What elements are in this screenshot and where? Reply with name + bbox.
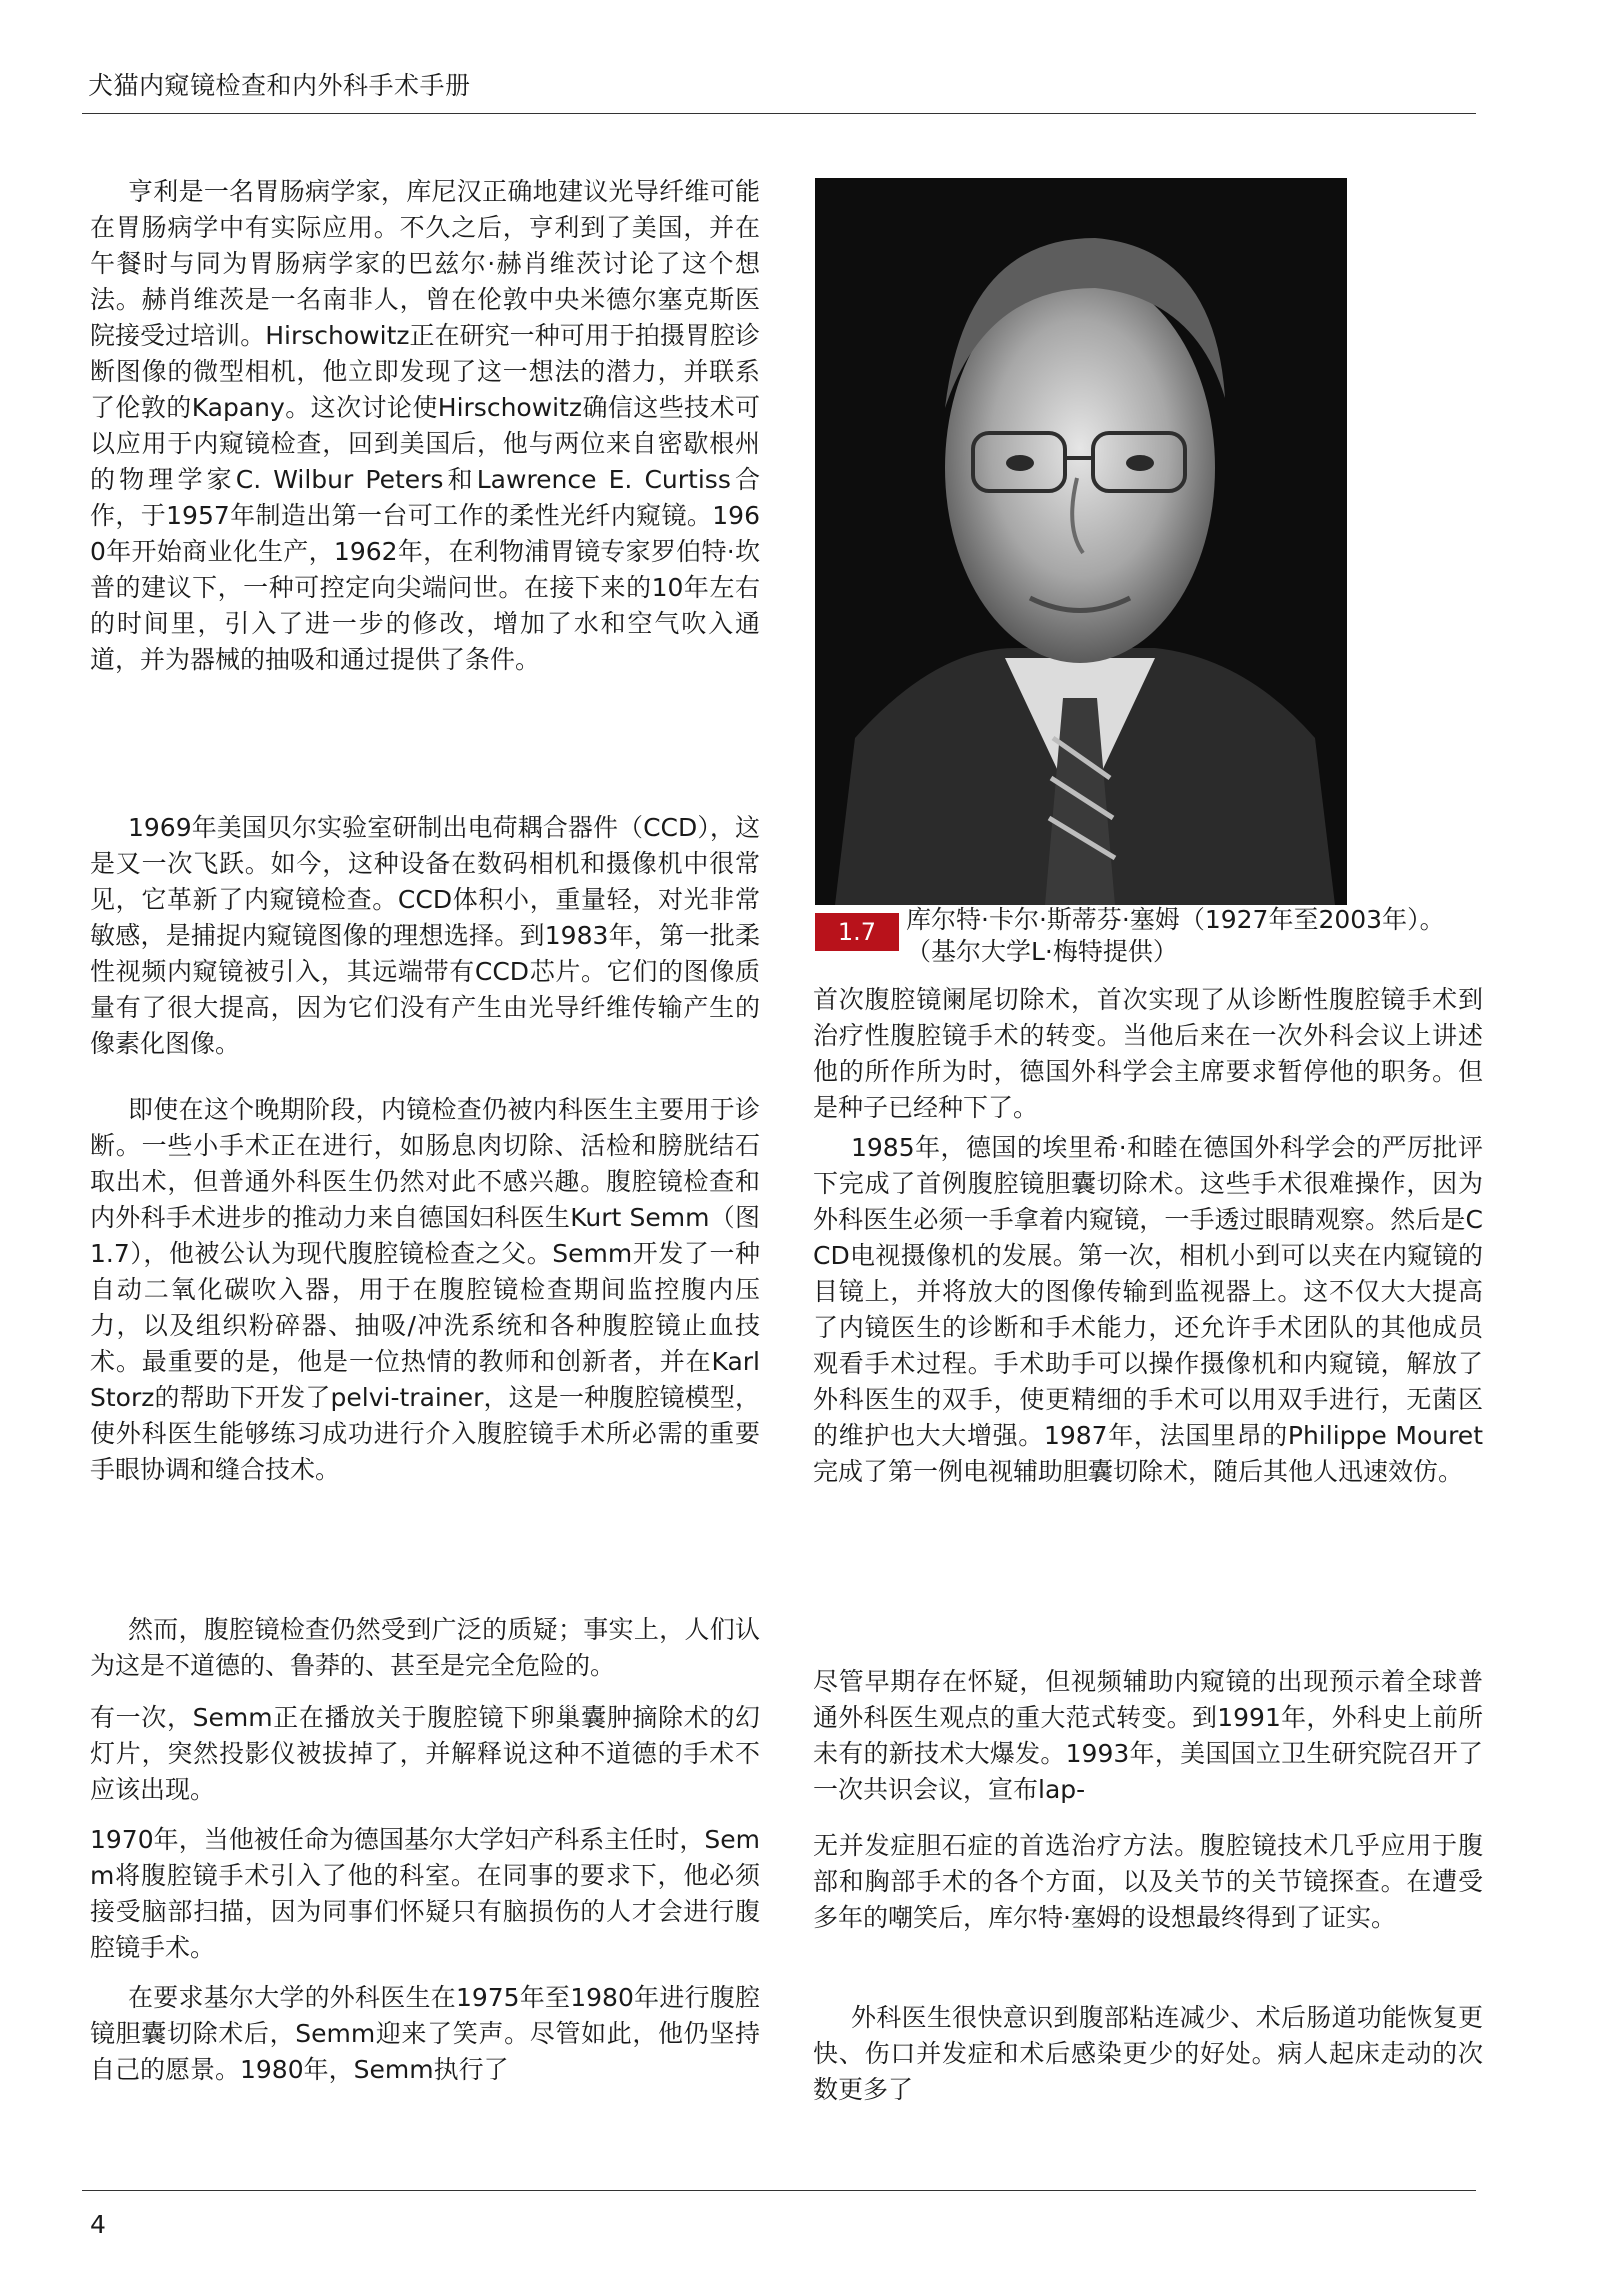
portrait-illustration [815,178,1347,905]
left-paragraph-3: 即使在这个晚期阶段，内镜检查仍被内科医生主要用于诊断。一些小手术正在进行，如肠息肉切除、活检和膀胱结石取出术，但普通外科医生仍然对此不感兴趣。腹腔镜检查和内外科手术进步的推动力来自德国妇科医生Kurt Semm（图1.7），他被公认为现代腹腔镜检查之父。Semm开发了一种自动二氧化碳吹入器，用于在腹腔镜检查期间监控腹内压力，以及组织粉碎器、抽吸/冲洗系统和各种腹腔镜止血技术。最重要的是，他是一位热情的教师和创新者，并在Karl Storz的帮助下开发了pelvi-trainer，这是一种腹腔镜模型，使外科医生能够练习成功进行介入腹腔镜手术所必需的重要手眼协调和缝合技术。 [90,1095,760,1484]
right-paragraph-1: 首次腹腔镜阑尾切除术，首次实现了从诊断性腹腔镜手术到治疗性腹腔镜手术的转变。当他后来在一次外科会议上讲述他的所作所为时，德国外科学会主席要求暂停他的职务。但是种子已经种下了。 [813,985,1483,1122]
figure-caption [906,904,1506,968]
portrait-photo [815,178,1347,905]
left-paragraph-2: 1969年美国贝尔实验室研制出电荷耦合器件（CCD），这是又一次飞跃。如今，这种设备在数码相机和摄像机中很常见，它革新了内窥镜检查。CCD体积小，重量轻，对光非常敏感，是捕捉内窥镜图像的理想选择。到1983年，第一批柔性视频内窥镜被引入，其远端带有CCD芯片。它们的图像质量有了很大提高，因为它们没有产生由光导纤维传输产生的像素化图像。 [90,813,760,1058]
page-number: 4 [90,2210,106,2239]
right-paragraph-3: 尽管早期存在怀疑，但视频辅助内窥镜的出现预示着全球普通外科医生观点的重大范式转变。到1991年，外科史上前所未有的新技术大爆发。1993年，美国国立卫生研究院召开了一次共识会议，宣布lap- [813,1667,1483,1804]
left-paragraph-6: 1970年，当他被任命为德国基尔大学妇产科系主任时，Semm将腹腔镜手术引入了他的科室。在同事的要求下，他必须接受脑部扫描，因为同事们怀疑只有脑损伤的人才会进行腹腔镜手术。 [90,1825,760,1962]
left-paragraph-5: 有一次，Semm正在播放关于腹腔镜下卵巢囊肿摘除术的幻灯片，突然投影仪被拔掉了，并解释说这种不道德的手术不应该出现。 [90,1703,760,1804]
figure-caption-line-1: 库尔特·卡尔·斯蒂芬·塞姆（1927年至2003年）。 [906,905,1445,934]
right-paragraph-2: 1985年，德国的埃里希·和睦在德国外科学会的严厉批评下完成了首例腹腔镜胆囊切除术。这些手术很难操作，因为外科医生必须一手拿着内窥镜，一手透过眼睛观察。然后是CCD电视摄像机的发展。第一次，相机小到可以夹在内窥镜的目镜上，并将放大的图像传输到监视器上。这不仅大大提高了内镜医生的诊断和手术能力，还允许手术团队的其他成员观看手术过程。手术助手可以操作摄像机和内窥镜，解放了外科医生的双手，使更精细的手术可以用双手进行，无菌区的维护也大大增强。1987年，法国里昂的Philippe Mouret完成了第一例电视辅助胆囊切除术，随后其他人迅速效仿。 [813,1133,1483,1486]
footer-divider [82,2190,1476,2191]
right-paragraph-5: 外科医生很快意识到腹部粘连减少、术后肠道功能恢复更快、伤口并发症和术后感染更少的好处。病人起床走动的次数更多了 [813,2003,1483,2104]
left-paragraph-4: 然而，腹腔镜检查仍然受到广泛的质疑；事实上，人们认为这是不道德的、鲁莽的、甚至是完全危险的。 [90,1615,760,1680]
left-paragraph-7: 在要求基尔大学的外科医生在1975年至1980年进行腹腔镜胆囊切除术后，Semm迎来了笑声。尽管如此，他仍坚持自己的愿景。1980年，Semm执行了 [90,1983,760,2084]
running-header: 犬猫内窥镜检查和内外科手术手册 [88,71,471,100]
figure-number-badge: 1.7 [815,913,899,951]
header-divider [82,113,1476,114]
left-paragraph-1: 亨利是一名胃肠病学家，库尼汉正确地建议光导纤维可能在胃肠病学中有实际应用。不久之后，亨利到了美国，并在午餐时与同为胃肠病学家的巴兹尔·赫肖维茨讨论了这个想法。赫肖维茨是一名南非人，曾在伦敦中央米德尔塞克斯医院接受过培训。Hirschowitz正在研究一种可用于拍摄胃腔诊断图像的微型相机，他立即发现了这一想法的潜力，并联系了伦敦的Kapany。这次讨论使Hirschowitz确信这些技术可以应用于内窥镜检查，回到美国后，他与两位来自密歇根州的物理学家C. Wilbur Peters和Lawrence E. Curtiss合作，于1957年制造出第一台可工作的柔性光纤内窥镜。1960年开始商业化生产，1962年，在利物浦胃镜专家罗伯特·坎普的建议下，一种可控定向尖端问世。在接下来的10年左右的时间里，引入了进一步的修改，增加了水和空气吹入通道，并为器械的抽吸和通过提供了条件。 [90,177,760,674]
figure-caption-line-2: （基尔大学L·梅特提供） [906,937,1178,966]
right-paragraph-4: 无并发症胆石症的首选治疗方法。腹腔镜技术几乎应用于腹部和胸部手术的各个方面，以及关节的关节镜探查。在遭受多年的嘲笑后，库尔特·塞姆的设想最终得到了证实。 [813,1831,1483,1932]
